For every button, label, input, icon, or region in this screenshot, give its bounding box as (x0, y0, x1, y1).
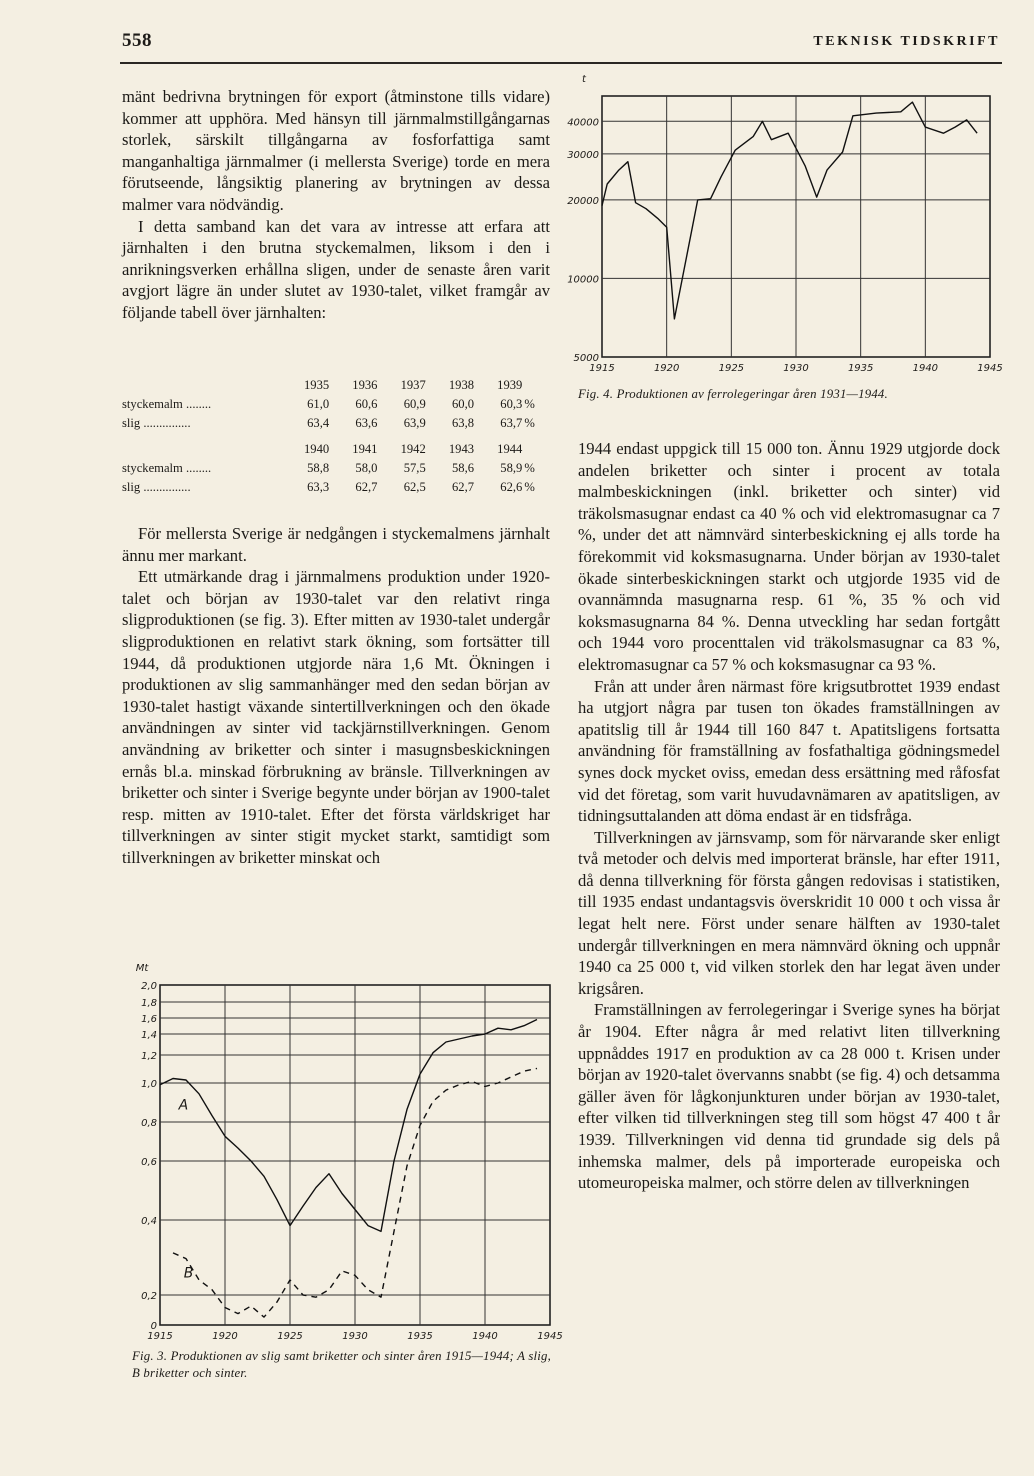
x-tick-label: 1915 (147, 1331, 173, 1342)
table-cell: 60,3 (500, 397, 523, 411)
table-cell: 63,9 (403, 416, 426, 430)
iron-content-table-1940-1944 (122, 440, 550, 497)
column-left-top (122, 86, 550, 324)
table-cell: 63,8 (452, 416, 475, 430)
y-tick-label: 1,8 (141, 998, 157, 1009)
x-tick-label: 1945 (537, 1331, 563, 1342)
table-cell: 58,8 (307, 461, 330, 475)
year-cell: 1936 (352, 378, 378, 392)
year-cell: 1942 (400, 442, 426, 456)
x-tick-label: 1935 (847, 363, 874, 374)
x-tick-label: 1925 (718, 363, 745, 374)
paragraph: mänt bedrivna brytningen för export (åtminstone tills vidare) kommer att upphöra. Med hänsyn till järnmalmstillgångarnas storlek, särskilt tillgångarna av fosforfattiga samt manganhaltiga järnmalmer (i mellersta Sverige) torde en mera förutseende, långsiktig planering av brytningen av dessa malmer vara nödvändig. (122, 87, 550, 214)
table-cell: 63,7 (500, 416, 523, 430)
table-cell: 62,7 (452, 480, 475, 494)
page-number: 558 (122, 30, 152, 51)
y-tick-label: 0,2 (141, 1291, 157, 1302)
table-cell: 58,0 (355, 461, 378, 475)
table-cell: 62,5 (403, 480, 426, 494)
figure-4-plot (560, 74, 1003, 402)
page-header (122, 30, 1000, 62)
series-label-B: B (183, 1265, 194, 1282)
y-axis-unit: t (582, 74, 586, 85)
y-tick-label: 1,2 (141, 1051, 157, 1062)
table-cell: 60,0 (452, 397, 475, 411)
y-tick-label: 30000 (567, 149, 599, 161)
table-cell: 63,4 (307, 416, 330, 430)
year-cell: 1941 (352, 442, 378, 456)
table-cell: 57,5 (403, 461, 426, 475)
journal-title: TEKNISK TIDSKRIFT (813, 34, 1000, 49)
row-label: styckemalm ........ (122, 461, 212, 475)
x-tick-label: 1915 (589, 363, 615, 374)
unit-cell: % (524, 461, 535, 475)
iron-content-table-1935-1939 (122, 376, 550, 433)
table-row (122, 459, 550, 478)
header-rule (120, 62, 1002, 64)
row-label: slig ............... (122, 416, 191, 430)
y-tick-label: 40000 (567, 117, 599, 129)
paragraph: Tillverkningen av järnsvamp, som för närvarande sker enligt två metoder och delvis med importerat bränsle, har efter 1911, då denna tillverkning för första gången redovisas i statistiken, till 1935 endast undantagsvis överskridit 10 000 t och vissa år legat helt nere. Först under senare hälften av 1930-talet undergår tillverkningen en mera nämnvärd ökning och uppnår 1940 ca 25 000 t, vid vilken storlek den har legat även under krigsåren. (578, 827, 1000, 998)
table-cell: 62,6 (500, 480, 523, 494)
x-tick-label: 1935 (407, 1331, 433, 1342)
y-tick-label: 5000 (573, 353, 599, 364)
paragraph: För mellersta Sverige är nedgången i styckemalmens järnhalt ännu mer markant. (122, 524, 550, 565)
paragraph: I detta samband kan det vara av intresse att erfara att järnhalten i den brutna styckemalmen, liksom i den i anrikningsverken erhållna sligen, under de senaste åren varit avgjort lägre än under slutet av 1930-talet, vilket framgår av följande tabell över järnhalten: (122, 216, 550, 322)
column-right (578, 438, 1000, 1194)
figure-4-caption: Fig. 4. Produktionen av ferrolegeringar åren 1931—1944. (578, 387, 888, 401)
unit-cell: % (524, 416, 535, 430)
y-tick-label: 20000 (567, 195, 599, 207)
x-tick-label: 1920 (653, 363, 680, 374)
y-tick-label: 2,0 (141, 981, 157, 992)
series-label-A: A (178, 1097, 189, 1114)
unit-cell: % (524, 480, 535, 494)
y-tick-label: 0,6 (141, 1157, 157, 1168)
x-tick-label: 1925 (277, 1331, 303, 1342)
paragraph: 1944 endast uppgick till 15 000 ton. Ännu 1929 utgjorde dock andelen briketter och sinter i procent av totala malmbeskickningen (inkl. briketter och sinter) vid träkolsmasugnar endast ca 40 % och vid elektromasugnar ca 7 %, under det att nämnvärd sinterbeskickning ej alls torde ha förekommit vid koksmasugnarna. Under början av 1930-talet ökade sinterbeskickningen starkt och utgjorde 1935 vid de ovannämnda masugnarna resp. 61 %, 35 % och vid koksmasugnarna 84 %. Denna utveckling har sedan fortgått och 1944 voro procenttalen vid träkolsmasugnar ca 83 %, elektromasugnar ca 57 % och koksmasugnar ca 93 %. (578, 439, 1000, 674)
table-row (122, 478, 550, 497)
table-header-row (122, 440, 550, 459)
table-cell: 58,6 (452, 461, 475, 475)
year-cell: 1943 (448, 442, 475, 456)
y-tick-label: 1,0 (141, 1079, 157, 1090)
unit-cell: % (524, 397, 535, 411)
x-tick-label: 1930 (783, 363, 809, 374)
table-cell: 62,7 (355, 480, 378, 494)
series-line-A (160, 1020, 537, 1232)
series-line-ferrolegeringar (602, 102, 977, 319)
y-axis-unit: Mt (135, 963, 149, 974)
row-label: slig ............... (122, 480, 191, 494)
year-cell: 1944 (497, 442, 523, 456)
paragraph: Ett utmärkande drag i järnmalmens produktion under 1920-talet och början av 1930-talet var den relativt ringa sligproduktionen (se fig. 3). Efter mitten av 1930-talet undergår sligproduktionen en relativt stark ökning, som fortsätter till 1944, då produktionen utgjorde nära 1,6 Mt. Ökningen i produktionen av slig sammanhänger med den sedan början av 1930-talet hastigt växande sintertillverkningen och den ökade användningen av sinter vid tackjärnstillverkningen. Genom användning av briketter och sinter i masugnsbeskickningen ernås bl.a. minskad förbrukning av bränsle. Tillverkningen av briketter och sinter i Sverige begynte under början av 1900-talet resp. mitten av 1910-talet. Efter det första världskriget har tillverkningen av sinter stigit mycket starkt, samtidigt som tillverkningen av briketter minskat och (122, 567, 550, 867)
paragraph: Från att under åren närmast före krigsutbrottet 1939 endast ha utgjort några par tusen ton ökades framställningen av apatitslig till år 1944 till 160 847 t. Apatitsligens fortsatta användning för framställning av fosfathaltiga gödningsmedel synes dock mycket oviss, emedan dess ersättning med råfosfat vid det företag, som varit huvudavnämaren av apatitsligen, av tidningsuttalanden att döma endast är en tidsfråga. (578, 676, 1000, 826)
table-cell: 60,9 (403, 397, 426, 411)
table-cell: 61,0 (307, 397, 330, 411)
y-tick-label: 0,4 (141, 1216, 157, 1227)
x-tick-label: 1940 (912, 363, 939, 374)
column-left-bottom (122, 523, 550, 869)
year-cell: 1935 (303, 378, 330, 392)
year-cell: 1938 (448, 378, 475, 392)
x-tick-label: 1920 (212, 1331, 238, 1342)
y-tick-label: 0,8 (141, 1118, 157, 1129)
table-row (122, 395, 550, 414)
x-tick-label: 1945 (977, 363, 1003, 374)
figure-4-chart (560, 74, 1003, 402)
y-tick-label: 1,6 (141, 1014, 157, 1025)
table-cell: 63,6 (355, 416, 378, 430)
x-tick-label: 1930 (342, 1331, 368, 1342)
y-tick-label: 10000 (567, 274, 599, 286)
table-header-row (122, 376, 550, 395)
table-cell: 60,6 (355, 397, 378, 411)
y-tick-label: 0 (150, 1321, 157, 1332)
table-cell: 63,3 (307, 480, 330, 494)
year-cell: 1940 (303, 442, 330, 456)
year-cell: 1939 (497, 378, 523, 392)
y-tick-label: 1,4 (141, 1030, 157, 1041)
paragraph: Framställningen av ferrolegeringar i Sverige synes ha börjat år 1904. Efter några år med relativt liten tillverkning uppnåddes 1917 en produktion av ca 28 000 t. Krisen under början av 1920-talet övervanns snabbt (se fig. 4) och detsamma gäller även för lågkonjunkturen under början av 1930-talet, efter vilken tid tillverkningen steg till som högst 47 400 t år 1939. Tillverkningen vid denna tid grundade sig dels på inhemska malmer, dels på importerade europeiska och utomeuropeiska malmer, och större delen av tillverkningen (578, 1000, 1000, 1193)
table-row (122, 414, 550, 433)
figure-3-chart (112, 955, 562, 1351)
x-tick-label: 1940 (472, 1331, 498, 1342)
row-label: styckemalm ........ (122, 397, 212, 411)
year-cell: 1937 (400, 378, 426, 392)
table-cell: 58,9 (500, 461, 523, 475)
figure-3-caption: Fig. 3. Produktionen av slig samt briketter och sinter åren 1915—1944; A slig, B briketter och sinter. (132, 1349, 552, 1380)
figure-3-plot (112, 955, 562, 1351)
